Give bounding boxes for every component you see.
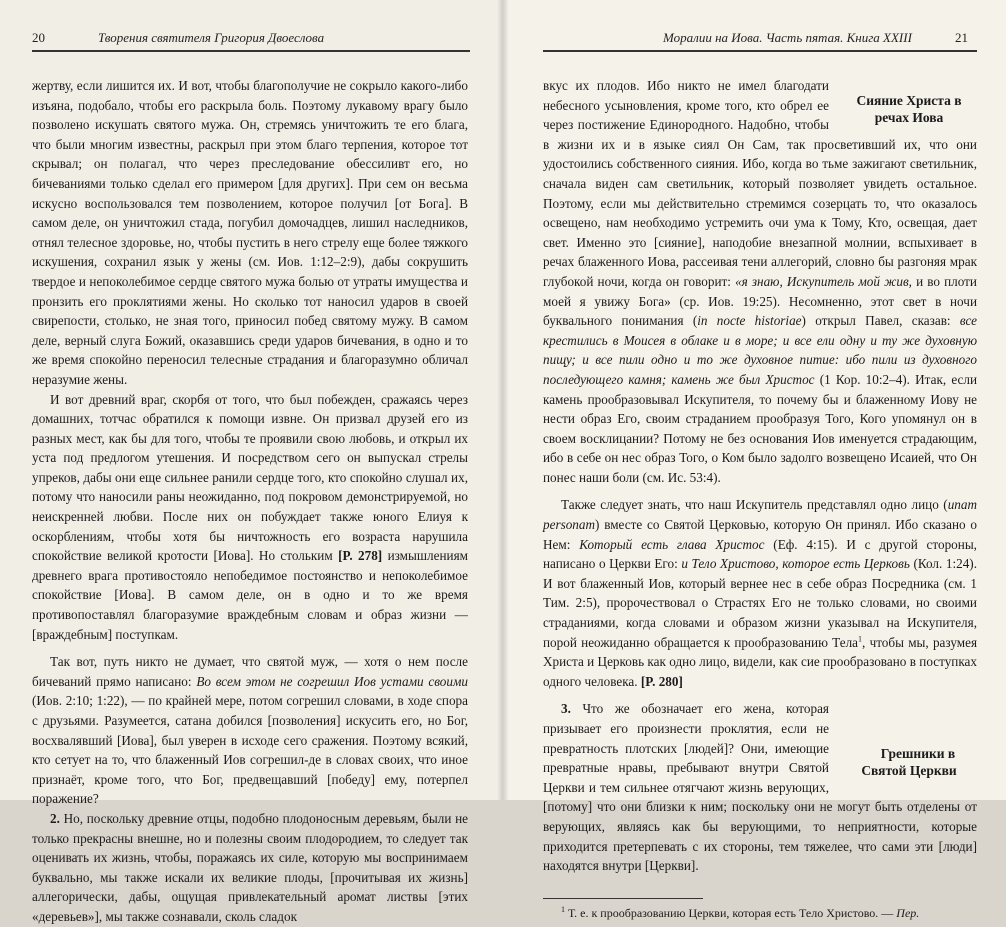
footnote-ref: 1	[858, 634, 863, 644]
left-body-text	[32, 76, 468, 927]
section-number: 3.	[561, 701, 571, 717]
margin-note-sinners: Грешники в Святой Церкви	[861, 746, 957, 779]
right-paragraph-3: Грешники в Святой Церкви 3. Что же обозначает его жена, которая призывает его произнести проклятия, если не превратность плотских [людей]? Они, имеющие превратные нравы, пребывают внутри Святой Церкви и тем сильнее отягчают жизнь верующих, [потому] что они близки к ним; поскольку они не могут быть отделены от верующих, являясь как бы верующими, то неприятности, которые приходится претерпевать с их стороны, тем тяжелее, что сами эти [люди] находятся внутри [Церкви].	[543, 701, 977, 874]
right-header-rule	[543, 50, 977, 52]
left-paragraph-3: Так вот, путь никто не думает, что святой муж, — хотя о нем после бичеваний прямо написано: Во всем этом не согрешил Иов устами своими (Иов. 2:10; 1:22), — по крайней мере, потом согрешил словами, в ходе спора с друзьями. Разумеется, сатана добился [позволения] искусить его, но Бог, восхвалявший [Иова], был уверен в исходе сего сражения. Поэтому всякий, кто сетует на то, что блаженный Иов согрешил-де в словах своих, что иное признаёт, кроме того, что Бог, предвещавший [победу] ему, потерпел поражение?	[32, 654, 468, 807]
left-header-rule	[32, 50, 470, 52]
margin-note-radiance: Сияние Христа в речах Иова	[856, 93, 962, 125]
right-page	[503, 0, 1006, 920]
left-paragraph-4: 2. Но, поскольку древние отцы, подобно плодоносным деревьям, были не только прекрасны внешне, но и полезны своим плодородием, то следует так оценивать их жизнь, чтобы, поражаясь их силе, которую мы воспринимаем буквально, мы также искали их великие плоды, [прочитывая их жизнь] аллегорически, дабы, ощущая привлекательный аромат листвы [этих «деревьев»], мы также сознавали, сколь сладок	[32, 810, 468, 924]
left-paragraph-2: И вот древний враг, скорбя от того, что был побежден, сражаясь через домашних, тотчас обратился к помощи извне. Он призвал друзей его из разных мест, как бы для того, чтобы те проявили свою любовь, и открыл их уста под предлогом утешения. И посредством сего он выпускал стрелы упреков, дабы они еще сильнее ранили сердце того, кто спокойно слушал их, потому что наносили раны неожиданно, под покровом демонстрируемой, но неискренней любви. После них он побуждает также юного Елиуя к оскорблениям, чтобы хотя бы ничтожность его возраста нарушила спокойствие великой кротости [Иова]. Но стольким [P. 278] измышлениям древнего врага противостояло непобедимое постоянство и непоколебимое спокойствие [Иова]. В самом деле, он в одно и то же время противопоставлял благоразумие враждебным словам и образ жизни — [враждебным] поступкам.	[32, 391, 468, 642]
right-running-head: Моралии на Иова. Часть пятая. Книга XXIII	[663, 30, 912, 45]
right-paragraph-2: Также следует знать, что наш Искупитель представлял одно лицо (unam personam) вместе со Святой Церковью, которую Он принял. Ибо сказано о Нем: Который есть глава Христос (Еф. 4:15). И с другой стороны, написано о Церкви Его: и Тело Христово, которое есть Церковь (Кол. 1:24). И вот блаженный Иов, который вернее нес в себе образ Посредника (см. 1 Тим. 2:5), пророчествовал о Страстях Его не только словами, но своими страданиями, когда словами и образом жизни указывал на Искупителя, порой неожиданно обращается к прообразованию Тела$^1$, чтобы мы, разумея Христа и Церковь как одно лицо, видели, как сие прообразовано в поступках одного человека. [P. 280]	[543, 497, 978, 689]
page-marker: [P. 278]	[338, 548, 383, 564]
left-page-number: 20	[32, 30, 45, 45]
page-marker: [P. 280]	[640, 673, 683, 689]
section-number: 2.	[50, 810, 60, 826]
footnote-rule	[543, 898, 703, 899]
right-paragraph-1: Сияние Христа в речах Иова вкус их плодов. Ибо никто не имел благодати небесного усыновления, кроме того, кто обрел ее через постижение Единородного. Надобно, чтобы в жизни их и в языке сиял Он Сам, так просветивший их, что они удостоились собственного сияния. Ибо, когда во тьме зажигают светильник, сначала виден сам светильник, который позволяет увидеть остальное. Поэтому, если мы действительно стремимся созерцать то, что оказалось освещено, нам необходимо устремить очи ума к Тому, Кто, освещая, дает свет. Именно это [сияние], наподобие внезапной молнии, вспыхивает в речах блаженного Иова, рассеивая тени аллегорий, словно бы разгоняя мрак глубокой ночи, когда он говорит: «я знаю, Искупитель мой жив, и во плоти моей я увижу Бога» (ср. Иов. 19:25). Несомненно, этот свет в ночи буквального понимания (in nocte historiae) открыл Павел, сказав: все крестились в Моисея в облаке и в море; и все ели одну и ту же духовную пищу; и все пили одно и то же духовное питие: ибо пили из духовного последующего камня; камень же был Христос (1 Кор. 10:2–4). Итак, если камень прообразовывал Искупителя, то почему бы и блаженному Иову не нести образ Его, своим страданием прообразуя Того, Кого упомянул он в своем восклицании? Потому не без основания Иов именуется страдающим, ибо в себе он нес образ Того, о Ком было задолго возвещено Исаией, что Он понес наши боли (см. Ис. 53:4).	[543, 78, 978, 485]
left-running-head: Творения святителя Григория Двоеслова	[98, 30, 325, 45]
left-paragraph-1: жертву, если лишится их. И вот, чтобы благополучие не сокрыло какого-либо изъяна, подобало, чтобы его раскрыла боль. Поэтому лукавому врагу было позволено искушать святого мужа. Он, стремясь уничтожить те его блага, что были многим известны, раскрыл при этом благо терпения, которое тот скрывал; он полагал, что через преследование обессиливт его, но бичеваниями только сделал его примером [для других]. При сем он весьма искусно воспользовался тем позволением, которое получил [от Бога]. В самом деле, он уничтожил стада, погубил домочадцев, лишил наследников, отнял телесное здоровье, но, чтобы пустить в него стрелу еще более тяжкого искушения, сохранил язык у жены (см. Иов. 1:12–2:9), дабы сокрушить твердое и непоколебимое сердце святого мужа болью от утраты имущества и пронзить его проклятиями жены. Но сколько тот наносил ударов в своей свирепости, столько, не зная того, приносил побед святому мужу. В самом деле, верный слуга Божий, оказавшись среди ударов бичевания, в одно и то же время спокойно переносил телесные страдания и благоразумно обличал неразумие жены.	[32, 78, 468, 387]
right-page-number: 21	[955, 30, 968, 45]
scripture-quote: Во всем этом не согрешил Иов устами своими	[196, 673, 468, 689]
left-page	[0, 0, 503, 924]
scripture-quote: все крестились в Моисея в облаке и в море; и все ели одну и ту же духовную пищу; и все пили одно и то же духовное питие: ибо пили из духовного последующего камня; камень же был Христос	[543, 313, 977, 387]
footnote: $^1$ Т. е. к прообразованию Церкви, которая есть Тело Христово. — Пер.	[561, 904, 920, 920]
right-body-text	[543, 76, 977, 921]
book-gutter	[497, 0, 509, 800]
